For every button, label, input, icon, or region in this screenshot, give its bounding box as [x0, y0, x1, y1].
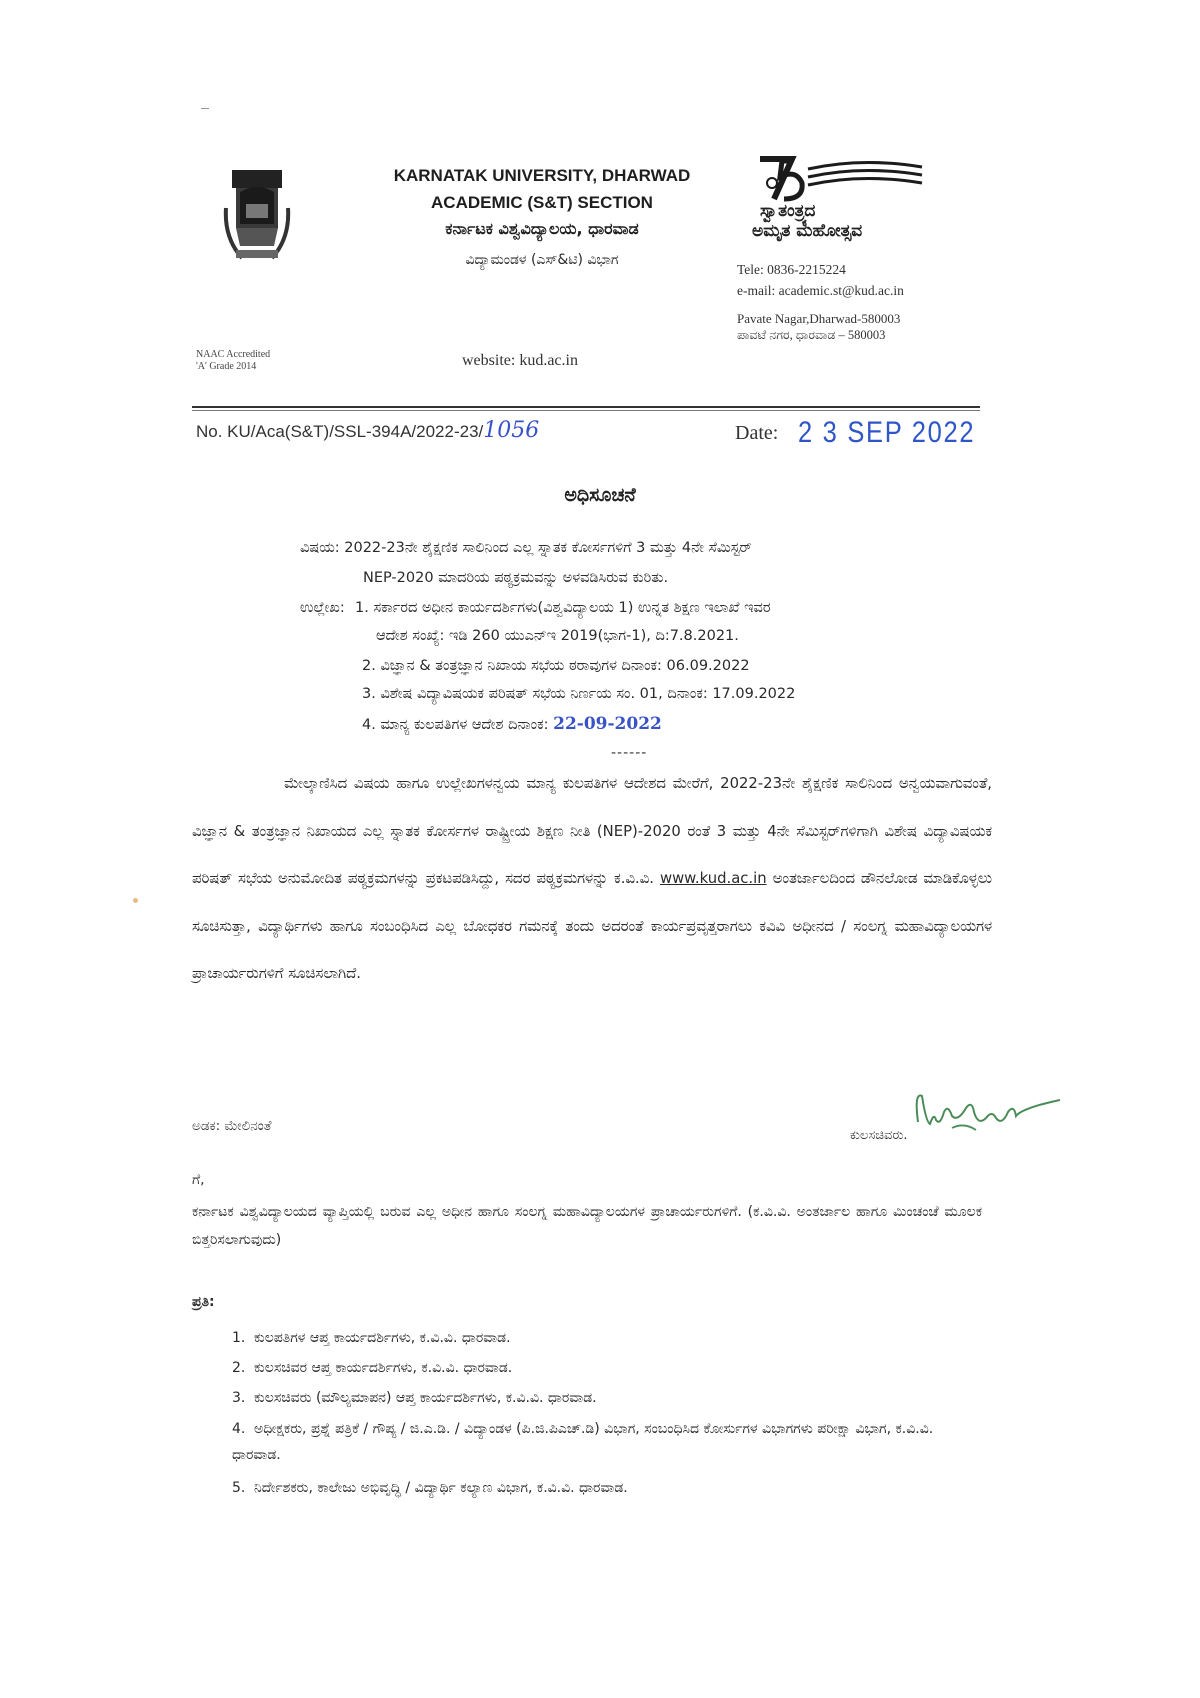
- copy-item-number: 1.: [232, 1330, 246, 1346]
- body-paragraph: [192, 760, 992, 998]
- subject: [300, 532, 980, 564]
- date-label: Date:: [735, 422, 779, 444]
- copy-item-text: ಅಧೀಕ್ಷಕರು, ಪ್ರಶ್ನೆ ಪತ್ರಿಕೆ / ಗೌಪ್ಯ / ಜಿ.ಎ.ಡಿ. / ವಿದ್ಯಾಂಡಳ (ಪಿ.ಜಿ.ಪಿಎಚ್.ಡಿ) ವಿಭಾಗ, ಸಂಬಂಧಿಸಿದ ಕೋರ್ಸುಗಳ ವಿಭಾಗಗಳು ಪರೀಕ್ಷಾ ವಿಭಾಗ, ಕ.ವಿ.ವಿ. ಧಾರವಾಡ.: [232, 1421, 934, 1463]
- address-kn: ಪಾವಟೆ ನಗರ, ಧಾರವಾಡ – 580003: [737, 328, 886, 342]
- copies-label: ಪ್ರತಿ:: [192, 1294, 215, 1310]
- university-name-en: KARNATAK UNIVERSITY, DHARWAD: [393, 166, 691, 185]
- reference-item-4-text: 4. ಮಾನ್ಯ ಕುಲಪತಿಗಳ ಆದೇಶ ದಿನಾಂಕ:: [362, 717, 549, 733]
- azadi-amrit-mahotsav-logo: [752, 155, 932, 243]
- header-divider-thin: [192, 410, 980, 411]
- university-name-kn: ಕರ್ನಾಟಕ ವಿಶ್ವವಿದ್ಯಾಲಯ, ಧಾರವಾಡ: [445, 219, 639, 238]
- copy-item-number: 2.: [232, 1360, 246, 1376]
- body-text-part2: ಅಂತರ್ಜಾಲದಿಂದ ಡೌನಲೋಡ ಮಾಡಿಕೊಳ್ಳಲು ಸೂಚಿಸುತ್ತಾ, ವಿದ್ಯಾರ್ಥಿಗಳು ಹಾಗೂ ಸಂಬಂಧಿಸಿದ ಎಲ್ಲ ಬೋಧಕರ ಗಮನಕ್ಕೆ ತಂದು ಅದರಂತೆ ಕಾರ್ಯಪ್ರವೃತ್ತರಾಗಲು ಕವಿವಿ ಅಧೀನದ / ಸಂಲಗ್ನ ಮಹಾವಿದ್ಯಾಲಯಗಳ ಪ್ರಾಚಾರ್ಯರುಗಳಿಗೆ ಸೂಚಿಸಲಾಗಿದೆ.: [192, 870, 992, 982]
- reference-item-1-cont: ಆದೇಶ ಸಂಖ್ಯೆ: ಇಡಿ 260 ಯುಎನ್‌ಇ 2019(ಭಾಗ-1), ದಿ:7.8.2021.: [376, 628, 739, 644]
- azadi-line2: ಅಮೃತ ಮಹೋತ್ಸವ: [752, 221, 863, 241]
- reference-number: [196, 418, 539, 443]
- registrar-signature: [912, 1082, 1062, 1152]
- subject-line2: NEP-2020 ಮಾದರಿಯ ಪಠ್ಯಕ್ರಮವನ್ನು ಅಳವಡಿಸಿರುವ ಕುರಿತು.: [363, 570, 669, 586]
- copy-item: [232, 1360, 512, 1376]
- subject-line1: 2022-23ನೇ ಶೈಕ್ಷಣಿಕ ಸಾಲಿನಿಂದ ಎಲ್ಲ ಸ್ನಾತಕ ಕೋರ್ಸಗಳಿಗೆ 3 ಮತ್ತು 4ನೇ ಸೆಮಿಸ್ಟರ್: [344, 540, 752, 556]
- telephone: Tele: 0836-2215224: [737, 262, 846, 277]
- amrit-mahotsav-75-icon: [752, 155, 932, 205]
- reference-item-4-handwritten-date: 22-09-2022: [553, 714, 662, 734]
- references-label: ಉಲ್ಲೇಖ:: [300, 600, 345, 616]
- copy-item-number: 4.: [232, 1421, 246, 1437]
- signature-designation: ಕುಲಸಚಿವರು.: [850, 1128, 908, 1143]
- copy-item-text: ಕುಲಸಚಿವರು (ಮೌಲ್ಯಮಾಪನ) ಆಪ್ತ ಕಾರ್ಯದರ್ಶಿಗಳು, ಕ.ವಿ.ವಿ. ಧಾರವಾಡ.: [254, 1390, 597, 1406]
- university-emblem-icon: [222, 168, 292, 270]
- azadi-line1: ಸ್ವಾತಂತ್ರ್ಯದ: [760, 201, 816, 221]
- copy-item-number: 5.: [232, 1480, 246, 1496]
- address-en: Pavate Nagar,Dharwad-580003: [737, 311, 901, 326]
- reference-item-2: 2. ವಿಜ್ಞಾನ & ತಂತ್ರಜ್ಞಾನ ನಿಖಾಯ ಸಭೆಯ ಠರಾವುಗಳ ದಿನಾಂಕ: 06.09.2022: [362, 658, 750, 674]
- website: website: kud.ac.in: [462, 352, 578, 369]
- enclosure: ಅಡಕ: ಮೇಲಿನಂತೆ: [192, 1118, 272, 1134]
- copy-item-number: 3.: [232, 1390, 246, 1406]
- copy-item: [232, 1330, 511, 1346]
- section-name-en: ACADEMIC (S&T) SECTION: [431, 193, 653, 212]
- body-text-part1: ಮೇಲ್ಕಾಣಿಸಿದ ವಿಷಯ ಹಾಗೂ ಉಲ್ಲೇಖಗಳನ್ವಯ ಮಾನ್ಯ ಕುಲಪತಿಗಳ ಆದೇಶದ ಮೇರೆಗೆ, 2022-23ನೇ ಶೈಕ್ಷಣಿಕ ಸಾಲಿನಿಂದ ಅನ್ವಯವಾಗುವಂತೆ, ವಿಜ್ಞಾನ & ತಂತ್ರಜ್ಞಾನ ನಿಖಾಯದ ಎಲ್ಲ ಸ್ನಾತಕ ಕೋರ್ಸಗಳ ರಾಷ್ಟ್ರೀಯ ಶಿಕ್ಷಣ ನೀತಿ (NEP)-2020 ರಂತೆ 3 ಮತ್ತು 4ನೇ ಸೆಮಿಸ್ಟರ್‌ಗಳಿಗಾಗಿ ವಿಶೇಷ ವಿದ್ಯಾವಿಷಯಕ ಪರಿಷತ್ ಸಭೆಯ ಅನುಮೋದಿತ ಪಠ್ಯಕ್ರಮಗಳನ್ನು ಪ್ರಕಟಪಡಿಸಿದ್ದು, ಸದರ ಪಠ್ಯಕ್ರಮಗಳನ್ನು ಕ.ವಿ.ವಿ.: [192, 775, 992, 887]
- to-label: ಗೆ,: [192, 1172, 205, 1188]
- copy-item: [232, 1390, 597, 1406]
- copy-item-text: ನಿರ್ದೇಶಕರು, ಕಾಲೇಜು ಅಭಿವೃದ್ಧಿ / ವಿದ್ಯಾರ್ಥಿ ಕಲ್ಯಾಣ ವಿಭಾಗ, ಕ.ವಿ.ವಿ. ಧಾರವಾಡ.: [254, 1480, 628, 1496]
- copy-item: [232, 1480, 628, 1496]
- section-name-kn: ವಿದ್ಯಾಮಂಡಳ (ಎಸ್&ಟಿ) ವಿಭಾಗ: [465, 252, 619, 268]
- scan-mark: [201, 108, 209, 109]
- notification-title: ಅಧಿಸೂಚನೆ: [564, 484, 636, 506]
- header-divider: [192, 406, 980, 408]
- website-link[interactable]: www.kud.ac.in: [659, 870, 767, 887]
- to-recipients: ಕರ್ನಾಟಕ ವಿಶ್ವವಿದ್ಯಾಲಯದ ವ್ಯಾಪ್ತಿಯಲ್ಲಿ ಬರುವ ಎಲ್ಲ ಅಧೀನ ಹಾಗೂ ಸಂಲಗ್ನ ಮಹಾವಿದ್ಯಾಲಯಗಳ ಪ್ರಾಚಾರ್ಯರುಗಳಿಗೆ. (ಕ.ವಿ.ವಿ. ಅಂತರ್ಜಾಲ ಹಾಗೂ ಮಿಂಚಂಚೆ ಮೂಲಕ ಬಿತ್ತರಿಸಲಾಗುವುದು): [192, 1204, 982, 1248]
- naac-line1: NAAC Accredited: [196, 349, 271, 360]
- copy-item-text: ಕುಲಸಚಿವರ ಆಪ್ತ ಕಾರ್ಯದರ್ಶಿಗಳು, ಕ.ವಿ.ವಿ. ಧಾರವಾಡ.: [254, 1360, 513, 1376]
- copy-item: [232, 1416, 972, 1468]
- subject-label: ವಿಷಯ:: [300, 540, 340, 556]
- reference-item-1: 1. ಸರ್ಕಾರದ ಅಧೀನ ಕಾರ್ಯದರ್ಶಿಗಳು(ವಿಶ್ವವಿದ್ಯಾಲಯ 1) ಉನ್ನತ ಶಿಕ್ಷಣ ಇಲಾಖೆ ಇವರ: [355, 600, 771, 616]
- reference-item-3: 3. ವಿಶೇಷ ವಿದ್ಯಾವಿಷಯಕ ಪರಿಷತ್ ಸಭೆಯ ನಿರ್ಣಯ ಸಂ. 01, ದಿನಾಂಕ: 17.09.2022: [362, 686, 796, 702]
- naac-line2: 'A' Grade 2014: [196, 361, 257, 372]
- separator-dashes: ------: [611, 745, 648, 761]
- reference-number-handwritten: 1056: [483, 418, 540, 443]
- reference-item-4: [362, 714, 662, 734]
- date-stamp: 2 3 SEP 2022: [798, 416, 976, 449]
- email: e-mail: academic.st@kud.ac.in: [737, 283, 904, 298]
- scan-dot: [133, 898, 138, 903]
- copy-item-text: ಕುಲಪತಿಗಳ ಆಪ್ತ ಕಾರ್ಯದರ್ಶಿಗಳು, ಕ.ವಿ.ವಿ. ಧಾರವಾಡ.: [254, 1330, 511, 1346]
- reference-number-printed: No. KU/Aca(S&T)/SSL-394A/2022-23/: [196, 422, 484, 441]
